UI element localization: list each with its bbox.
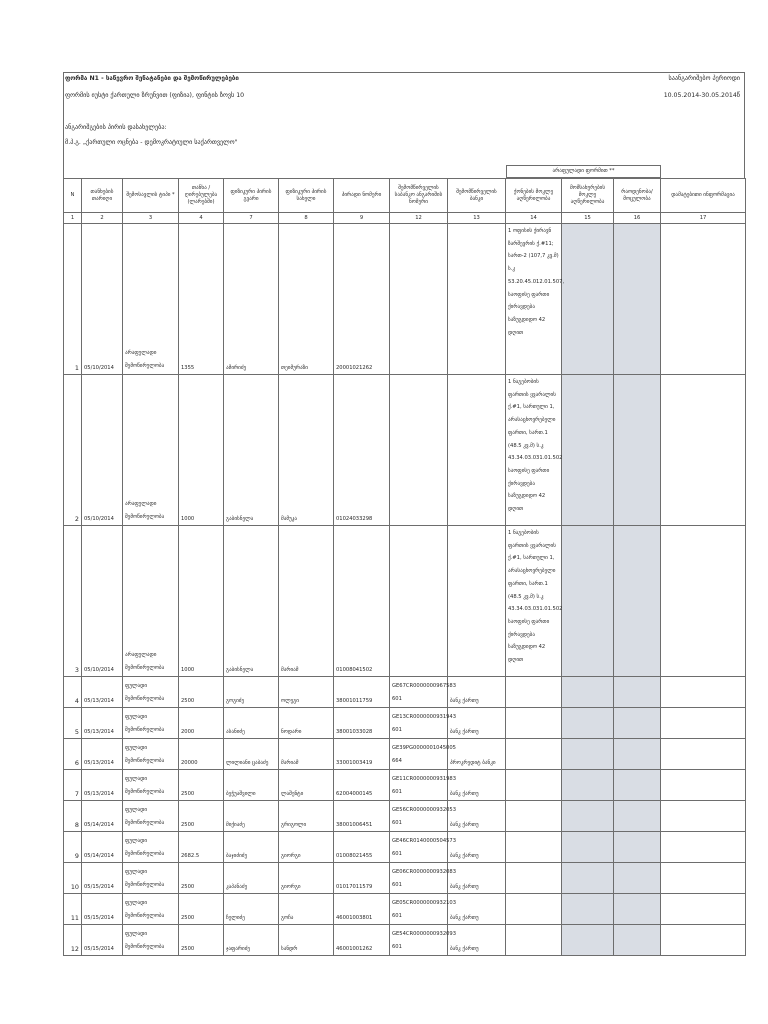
column-header: თანხა / ღირებულება (ლარებში) bbox=[179, 179, 224, 213]
table-body bbox=[64, 213, 746, 956]
date-cell: 05/13/2014 bbox=[82, 739, 123, 770]
amount-cell: 2500 bbox=[179, 677, 224, 708]
quantity-cell bbox=[614, 739, 661, 770]
row-number: 3 bbox=[64, 526, 82, 677]
income-type-cell: ფულადი შემოწირულობა bbox=[123, 708, 179, 739]
property-description-cell: 1 ოფისის ქირავნ ზარშევრის ქ.#11; სართ-2 (107,7 კვ.მ) ს.კ 53.20.45.012.01.507, საოფისე ფართი ქირავდება საზუგდიდო 42 დღით bbox=[506, 224, 562, 375]
column-number: 7 bbox=[224, 213, 279, 224]
bank-cell: ბანკ ქართუ bbox=[448, 863, 506, 894]
surname-cell: ჩელიძე bbox=[224, 894, 279, 925]
service-description-cell bbox=[562, 526, 614, 677]
surname-cell: ლილიანი ცაბაძე bbox=[224, 739, 279, 770]
first-name-cell: ნოდარი bbox=[279, 708, 334, 739]
table-row bbox=[64, 708, 746, 739]
bank-account-cell: GE13CR0000000931943 601 bbox=[390, 708, 448, 739]
personal-id-cell: 38001006451 bbox=[334, 801, 390, 832]
service-description-cell bbox=[562, 801, 614, 832]
form-title: ფორმა N1 - საწევრო შენატანები და შემოწირულებები bbox=[65, 75, 239, 82]
amount-cell: 1000 bbox=[179, 375, 224, 526]
quantity-cell bbox=[614, 770, 661, 801]
property-description-cell bbox=[506, 801, 562, 832]
amount-cell: 1355 bbox=[179, 224, 224, 375]
surname-cell: კაპანაძე bbox=[224, 863, 279, 894]
service-description-cell bbox=[562, 832, 614, 863]
additional-info-cell bbox=[661, 863, 746, 894]
surname-cell: გოგიძე bbox=[224, 677, 279, 708]
column-number: 13 bbox=[448, 213, 506, 224]
table-row bbox=[64, 801, 746, 832]
date-cell: 05/10/2014 bbox=[82, 375, 123, 526]
row-number: 9 bbox=[64, 832, 82, 863]
date-cell: 05/13/2014 bbox=[82, 770, 123, 801]
personal-id-cell: 46001001262 bbox=[334, 925, 390, 956]
surname-cell: გაბისნელა bbox=[224, 526, 279, 677]
additional-info-cell bbox=[661, 677, 746, 708]
bank-cell: ბანკ ქართუ bbox=[448, 708, 506, 739]
column-number: 9 bbox=[334, 213, 390, 224]
quantity-cell bbox=[614, 375, 661, 526]
property-description-cell bbox=[506, 863, 562, 894]
column-header: პირადი ნომერი bbox=[334, 179, 390, 213]
first-name-cell: ლაშენტი bbox=[279, 770, 334, 801]
quantity-cell bbox=[614, 925, 661, 956]
quantity-cell bbox=[614, 832, 661, 863]
organization-line: ფორმის იუსტი ქართული ზრუნვით (ფიზია), ფინტის ზოვს 10 bbox=[65, 92, 245, 99]
additional-info-cell bbox=[661, 925, 746, 956]
income-type-cell: არაფულადი შემოწირულობა bbox=[123, 375, 179, 526]
column-number: 1 bbox=[64, 213, 82, 224]
amount-cell: 2500 bbox=[179, 894, 224, 925]
bank-cell bbox=[448, 224, 506, 375]
bank-account-cell: GE67CR0000000967583 601 bbox=[390, 677, 448, 708]
row-number: 10 bbox=[64, 863, 82, 894]
date-cell: 05/10/2014 bbox=[82, 224, 123, 375]
service-description-cell bbox=[562, 894, 614, 925]
bank-account-cell: GE56CR0000000932053 601 bbox=[390, 801, 448, 832]
first-name-cell: გიორგი bbox=[279, 863, 334, 894]
income-type-cell: არაფულადი შემოწირულობა bbox=[123, 526, 179, 677]
surname-cell: ასანიძე bbox=[224, 708, 279, 739]
property-description-cell bbox=[506, 739, 562, 770]
column-headers bbox=[64, 179, 746, 213]
bank-account-cell: GE54CR0000000932093 601 bbox=[390, 925, 448, 956]
bank-account-cell bbox=[390, 224, 448, 375]
row-number: 4 bbox=[64, 677, 82, 708]
personal-id-cell: 01024033298 bbox=[334, 375, 390, 526]
first-name-cell: თეიმურაზი bbox=[279, 224, 334, 375]
first-name-cell: გოჩა bbox=[279, 894, 334, 925]
bank-cell: ბანკ ქართუ bbox=[448, 832, 506, 863]
column-header: N bbox=[64, 179, 82, 213]
column-number: 12 bbox=[390, 213, 448, 224]
bank-cell: ბანკ ქართუ bbox=[448, 770, 506, 801]
income-type-cell: ფულადი შემოწირულობა bbox=[123, 801, 179, 832]
first-name-cell: სანდრ bbox=[279, 925, 334, 956]
bank-account-cell: GE46CR0140000504573 601 bbox=[390, 832, 448, 863]
quantity-cell bbox=[614, 708, 661, 739]
table-row bbox=[64, 832, 746, 863]
date-cell: 05/15/2014 bbox=[82, 925, 123, 956]
quantity-cell bbox=[614, 526, 661, 677]
table-row bbox=[64, 925, 746, 956]
bank-cell: პროკრედიტ ბანკი bbox=[448, 739, 506, 770]
personal-id-cell: 01008021455 bbox=[334, 832, 390, 863]
date-cell: 05/13/2014 bbox=[82, 677, 123, 708]
first-name-cell: მარიამ bbox=[279, 739, 334, 770]
first-name-cell: გიორგი bbox=[279, 832, 334, 863]
bank-account-cell bbox=[390, 526, 448, 677]
column-number: 8 bbox=[279, 213, 334, 224]
report-type-label: საანგარიშებო პერიოდი bbox=[668, 75, 740, 82]
additional-info-cell bbox=[661, 739, 746, 770]
column-number: 14 bbox=[506, 213, 562, 224]
first-name-cell: ოლეგი bbox=[279, 677, 334, 708]
income-type-cell: ფულადი შემოწირულობა bbox=[123, 677, 179, 708]
service-description-cell bbox=[562, 677, 614, 708]
personal-id-cell: 01017011579 bbox=[334, 863, 390, 894]
donations-table bbox=[63, 178, 746, 956]
additional-info-cell bbox=[661, 894, 746, 925]
amount-cell: 2500 bbox=[179, 925, 224, 956]
table-row bbox=[64, 526, 746, 677]
additional-info-cell bbox=[661, 801, 746, 832]
service-description-cell bbox=[562, 739, 614, 770]
table-row bbox=[64, 770, 746, 801]
personal-id-cell: 62004000145 bbox=[334, 770, 390, 801]
column-header: ქონების მოკლე აღწერილობა bbox=[506, 179, 562, 213]
income-type-cell: ფულადი შემოწირულობა bbox=[123, 739, 179, 770]
column-header: შემომწირველის ბანკი bbox=[448, 179, 506, 213]
quantity-cell bbox=[614, 894, 661, 925]
bank-cell bbox=[448, 375, 506, 526]
bank-cell: ბანკ ქართუ bbox=[448, 894, 506, 925]
row-number: 12 bbox=[64, 925, 82, 956]
reporting-period: 10.05.2014-30.05.2014წ bbox=[663, 92, 740, 99]
table-row bbox=[64, 224, 746, 375]
column-header: ფიზიკური პირის გვარი bbox=[224, 179, 279, 213]
service-description-cell bbox=[562, 375, 614, 526]
income-type-cell: ფულადი შემოწირულობა bbox=[123, 832, 179, 863]
surname-cell: გაბისნელა bbox=[224, 375, 279, 526]
table-row bbox=[64, 863, 746, 894]
column-header: დამატებითი ინფორმაცია bbox=[661, 179, 746, 213]
row-number: 8 bbox=[64, 801, 82, 832]
bank-cell: ბანკ ქართუ bbox=[448, 677, 506, 708]
column-header: შემოსავლის ტიპი * bbox=[123, 179, 179, 213]
table-row bbox=[64, 375, 746, 526]
column-header: ფიზიკური პირის სახელი bbox=[279, 179, 334, 213]
amount-cell: 2000 bbox=[179, 708, 224, 739]
date-cell: 05/14/2014 bbox=[82, 832, 123, 863]
personal-id-cell: 33001003419 bbox=[334, 739, 390, 770]
column-number: 2 bbox=[82, 213, 123, 224]
first-name-cell: გრიგოლი bbox=[279, 801, 334, 832]
quantity-cell bbox=[614, 863, 661, 894]
amount-cell: 2500 bbox=[179, 770, 224, 801]
bank-account-cell: GE39PG0000001045005 664 bbox=[390, 739, 448, 770]
amount-cell: 2500 bbox=[179, 801, 224, 832]
property-description-cell bbox=[506, 708, 562, 739]
table-row bbox=[64, 739, 746, 770]
service-description-cell bbox=[562, 708, 614, 739]
surname-cell: ბეჭუაშვილი bbox=[224, 770, 279, 801]
column-header: მომსახურების მოკლე აღწერილობა bbox=[562, 179, 614, 213]
column-number: 3 bbox=[123, 213, 179, 224]
bank-cell: ბანკ ქართუ bbox=[448, 925, 506, 956]
bank-account-cell: GE06CR0000000932083 601 bbox=[390, 863, 448, 894]
service-description-cell bbox=[562, 863, 614, 894]
date-cell: 05/10/2014 bbox=[82, 526, 123, 677]
personal-id-cell: 01008041502 bbox=[334, 526, 390, 677]
surname-cell: ბაჯიძიძე bbox=[224, 832, 279, 863]
property-description-cell bbox=[506, 894, 562, 925]
property-description-cell: 1 ნაგებობის ფართის ყვარალის ქ.#1, სართული 1, არასაცხოვრებელი ფართი, სართ.1 (48.5 კვ.მ) ს.კ 43.34.03.031.01.502 საოფისე ფართი ქირავდება საზუგდიდო 42 დღით bbox=[506, 526, 562, 677]
surname-cell: მიქიაძე bbox=[224, 801, 279, 832]
personal-id-cell: 38001011759 bbox=[334, 677, 390, 708]
service-description-cell bbox=[562, 770, 614, 801]
income-type-cell: ფულადი შემოწირულობა bbox=[123, 863, 179, 894]
bank-account-cell bbox=[390, 375, 448, 526]
column-number: 16 bbox=[614, 213, 661, 224]
quantity-cell bbox=[614, 801, 661, 832]
bank-cell bbox=[448, 526, 506, 677]
income-type-cell: ფულადი შემოწირულობა bbox=[123, 894, 179, 925]
bank-account-cell: GE05CR0000000932103 601 bbox=[390, 894, 448, 925]
quantity-cell bbox=[614, 677, 661, 708]
amount-cell: 1000 bbox=[179, 526, 224, 677]
additional-info-cell bbox=[661, 224, 746, 375]
personal-id-cell: 46001003801 bbox=[334, 894, 390, 925]
income-type-cell: არაფულადი შემოწირულობა bbox=[123, 224, 179, 375]
date-cell: 05/15/2014 bbox=[82, 894, 123, 925]
section-title: ანგარიშგების პირის დასახელება: bbox=[65, 124, 167, 131]
property-description-cell bbox=[506, 832, 562, 863]
property-description-cell: 1 ნაგებობის ფართის ყვარალის ქ.#1, სართული 1, არასაცხოვრებელი ფართი, სართ.1 (48.5 კვ.მ) ს.კ 43.34.03.031.01.502 საოფისე ფართი ქირავდება საზუგდიდო 42 დღით bbox=[506, 375, 562, 526]
additional-info-cell bbox=[661, 375, 746, 526]
table-row bbox=[64, 894, 746, 925]
column-number: 17 bbox=[661, 213, 746, 224]
property-description-cell bbox=[506, 677, 562, 708]
property-description-cell bbox=[506, 770, 562, 801]
column-header: თანხების თარიღი bbox=[82, 179, 123, 213]
additional-info-cell bbox=[661, 770, 746, 801]
row-number: 6 bbox=[64, 739, 82, 770]
additional-info-cell bbox=[661, 708, 746, 739]
row-number: 2 bbox=[64, 375, 82, 526]
row-number: 5 bbox=[64, 708, 82, 739]
personal-id-cell: 20001021262 bbox=[334, 224, 390, 375]
column-number: 15 bbox=[562, 213, 614, 224]
surname-cell: ამირიძე bbox=[224, 224, 279, 375]
table-row bbox=[64, 677, 746, 708]
date-cell: 05/14/2014 bbox=[82, 801, 123, 832]
surname-cell: ჯაფარიძე bbox=[224, 925, 279, 956]
personal-id-cell: 38001033028 bbox=[334, 708, 390, 739]
quantity-cell bbox=[614, 224, 661, 375]
additional-info-cell bbox=[661, 832, 746, 863]
service-description-cell bbox=[562, 224, 614, 375]
non-monetary-group-header: არაფულადი ფორმით ** bbox=[506, 165, 661, 178]
amount-cell: 2682.5 bbox=[179, 832, 224, 863]
service-description-cell bbox=[562, 925, 614, 956]
column-number: 4 bbox=[179, 213, 224, 224]
row-number: 1 bbox=[64, 224, 82, 375]
row-number: 11 bbox=[64, 894, 82, 925]
bank-account-cell: GE11CR0000000931983 601 bbox=[390, 770, 448, 801]
date-cell: 05/15/2014 bbox=[82, 863, 123, 894]
party-name: მ.პ.გ. „ქართული ოცნება - დემოკრატიული საქართველო" bbox=[65, 139, 238, 146]
row-number: 7 bbox=[64, 770, 82, 801]
additional-info-cell bbox=[661, 526, 746, 677]
income-type-cell: ფულადი შემოწირულობა bbox=[123, 770, 179, 801]
income-type-cell: ფულადი შემოწირულობა bbox=[123, 925, 179, 956]
first-name-cell: მარიამ bbox=[279, 526, 334, 677]
bank-cell: ბანკ ქართუ bbox=[448, 801, 506, 832]
date-cell: 05/13/2014 bbox=[82, 708, 123, 739]
column-header: შემომწირველის საბანკო ანგარიშის ნომერი bbox=[390, 179, 448, 213]
property-description-cell bbox=[506, 925, 562, 956]
column-header: რაოდენობა/ მოცულობა bbox=[614, 179, 661, 213]
amount-cell: 2500 bbox=[179, 863, 224, 894]
amount-cell: 20000 bbox=[179, 739, 224, 770]
column-numbers-row bbox=[64, 213, 746, 224]
first-name-cell: მამუკა bbox=[279, 375, 334, 526]
